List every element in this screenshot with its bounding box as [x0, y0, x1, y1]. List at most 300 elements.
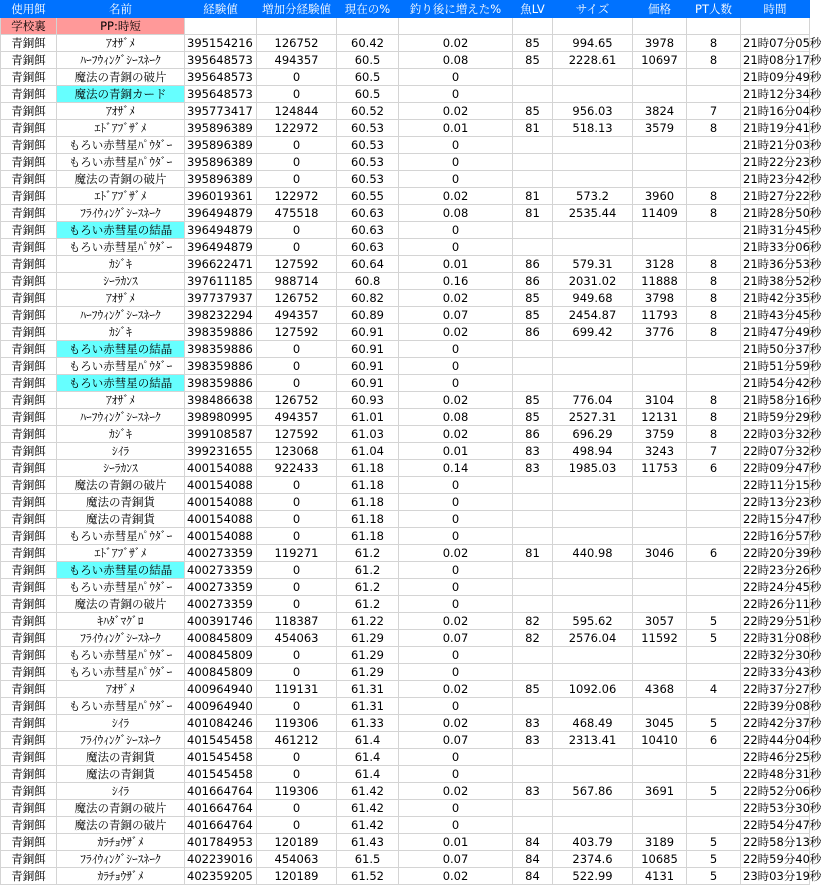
size-cell[interactable] — [553, 137, 633, 154]
price-cell[interactable]: 11753 — [633, 460, 687, 477]
percent-gain-cell[interactable]: 0.02 — [399, 545, 513, 562]
current-percent-cell[interactable]: 61.4 — [337, 766, 399, 783]
current-percent-cell[interactable]: 61.33 — [337, 715, 399, 732]
party-count-cell[interactable] — [687, 579, 741, 596]
exp-gain-cell[interactable]: 127592 — [257, 324, 337, 341]
time-cell[interactable]: 21時12分34秒 — [741, 86, 810, 103]
size-cell[interactable] — [553, 154, 633, 171]
party-count-cell[interactable]: 5 — [687, 613, 741, 630]
price-cell[interactable]: 3776 — [633, 324, 687, 341]
size-cell[interactable] — [553, 817, 633, 834]
party-count-cell[interactable]: 8 — [687, 120, 741, 137]
price-cell[interactable]: 3128 — [633, 256, 687, 273]
fish-level-cell[interactable]: 83 — [513, 732, 553, 749]
party-count-cell[interactable]: 7 — [687, 443, 741, 460]
size-cell[interactable]: 2454.87 — [553, 307, 633, 324]
current-percent-cell[interactable]: 61.42 — [337, 817, 399, 834]
price-cell[interactable] — [633, 664, 687, 681]
current-percent-cell[interactable]: 60.55 — [337, 188, 399, 205]
percent-gain-cell[interactable]: 0 — [399, 137, 513, 154]
size-cell[interactable]: 518.13 — [553, 120, 633, 137]
empty-cell[interactable] — [513, 18, 553, 35]
size-cell[interactable] — [553, 528, 633, 545]
exp-gain-cell[interactable]: 0 — [257, 239, 337, 256]
size-cell[interactable] — [553, 562, 633, 579]
time-cell[interactable]: 22時20分39秒 — [741, 545, 810, 562]
percent-gain-cell[interactable]: 0.07 — [399, 630, 513, 647]
percent-gain-cell[interactable]: 0 — [399, 341, 513, 358]
size-cell[interactable]: 949.68 — [553, 290, 633, 307]
party-count-cell[interactable] — [687, 494, 741, 511]
exp-gain-cell[interactable]: 126752 — [257, 35, 337, 52]
name-cell[interactable]: ｶｼﾞｷ — [57, 256, 185, 273]
exp-gain-cell[interactable]: 494357 — [257, 307, 337, 324]
fish-level-cell[interactable] — [513, 477, 553, 494]
percent-gain-cell[interactable]: 0.08 — [399, 52, 513, 69]
size-cell[interactable] — [553, 86, 633, 103]
price-cell[interactable]: 3104 — [633, 392, 687, 409]
exp-cell[interactable]: 396494879 — [185, 222, 257, 239]
fish-level-cell[interactable]: 86 — [513, 273, 553, 290]
price-cell[interactable] — [633, 171, 687, 188]
exp-gain-cell[interactable]: 0 — [257, 341, 337, 358]
exp-gain-cell[interactable]: 0 — [257, 749, 337, 766]
name-cell[interactable]: ｱｵｻﾞﾒ — [57, 35, 185, 52]
time-cell[interactable]: 22時16分57秒 — [741, 528, 810, 545]
price-cell[interactable]: 3691 — [633, 783, 687, 800]
bait-cell[interactable]: 青銅餌 — [1, 596, 57, 613]
bait-cell[interactable]: 青銅餌 — [1, 443, 57, 460]
name-cell[interactable]: 魔法の青銅貨 — [57, 511, 185, 528]
current-percent-cell[interactable]: 60.93 — [337, 392, 399, 409]
name-cell[interactable]: 魔法の青銅の破片 — [57, 800, 185, 817]
party-count-cell[interactable]: 5 — [687, 834, 741, 851]
exp-cell[interactable]: 400845809 — [185, 647, 257, 664]
party-count-cell[interactable] — [687, 749, 741, 766]
current-percent-cell[interactable]: 61.18 — [337, 494, 399, 511]
party-count-cell[interactable]: 6 — [687, 732, 741, 749]
bait-cell[interactable]: 青銅餌 — [1, 375, 57, 392]
name-cell[interactable]: もろい赤彗星ﾊﾟｳﾀﾞｰ — [57, 239, 185, 256]
exp-cell[interactable]: 401664764 — [185, 783, 257, 800]
bait-cell[interactable]: 青銅餌 — [1, 69, 57, 86]
percent-gain-cell[interactable]: 0.02 — [399, 715, 513, 732]
time-cell[interactable]: 22時23分26秒 — [741, 562, 810, 579]
current-percent-cell[interactable]: 60.91 — [337, 358, 399, 375]
exp-cell[interactable]: 395648573 — [185, 52, 257, 69]
exp-cell[interactable]: 400154088 — [185, 511, 257, 528]
fish-level-cell[interactable] — [513, 222, 553, 239]
exp-gain-cell[interactable]: 0 — [257, 579, 337, 596]
current-percent-cell[interactable]: 61.5 — [337, 851, 399, 868]
fish-level-cell[interactable] — [513, 596, 553, 613]
bait-cell[interactable]: 青銅餌 — [1, 715, 57, 732]
fish-level-cell[interactable]: 85 — [513, 681, 553, 698]
fish-level-cell[interactable] — [513, 698, 553, 715]
party-count-cell[interactable]: 6 — [687, 545, 741, 562]
price-cell[interactable] — [633, 137, 687, 154]
time-cell[interactable]: 22時39分08秒 — [741, 698, 810, 715]
exp-gain-cell[interactable]: 127592 — [257, 256, 337, 273]
price-cell[interactable] — [633, 358, 687, 375]
size-cell[interactable]: 573.2 — [553, 188, 633, 205]
time-cell[interactable]: 22時52分06秒 — [741, 783, 810, 800]
price-cell[interactable]: 10410 — [633, 732, 687, 749]
exp-cell[interactable]: 395896389 — [185, 137, 257, 154]
time-cell[interactable]: 22時09分47秒 — [741, 460, 810, 477]
exp-cell[interactable]: 398486638 — [185, 392, 257, 409]
empty-cell[interactable] — [633, 18, 687, 35]
name-cell[interactable]: ｴﾄﾞｱﾌﾞｻﾞﾒ — [57, 188, 185, 205]
party-count-cell[interactable]: 8 — [687, 324, 741, 341]
percent-gain-cell[interactable]: 0 — [399, 817, 513, 834]
exp-gain-cell[interactable]: 0 — [257, 69, 337, 86]
price-cell[interactable] — [633, 698, 687, 715]
party-count-cell[interactable]: 5 — [687, 715, 741, 732]
fish-level-cell[interactable]: 85 — [513, 290, 553, 307]
bait-cell[interactable]: 青銅餌 — [1, 239, 57, 256]
current-percent-cell[interactable]: 61.4 — [337, 732, 399, 749]
price-cell[interactable] — [633, 528, 687, 545]
percent-gain-cell[interactable]: 0.14 — [399, 460, 513, 477]
exp-gain-cell[interactable]: 0 — [257, 375, 337, 392]
name-cell[interactable]: ｶﾗﾁｮｳｻﾞﾒ — [57, 834, 185, 851]
current-percent-cell[interactable]: 61.03 — [337, 426, 399, 443]
pp-cell[interactable]: PP:時短 — [57, 18, 185, 35]
fish-level-cell[interactable]: 83 — [513, 715, 553, 732]
size-cell[interactable]: 567.86 — [553, 783, 633, 800]
size-cell[interactable] — [553, 171, 633, 188]
fish-level-cell[interactable]: 86 — [513, 256, 553, 273]
current-percent-cell[interactable]: 61.29 — [337, 647, 399, 664]
exp-gain-cell[interactable]: 0 — [257, 800, 337, 817]
bait-cell[interactable]: 青銅餌 — [1, 783, 57, 800]
exp-cell[interactable]: 395896389 — [185, 171, 257, 188]
exp-gain-cell[interactable]: 0 — [257, 494, 337, 511]
price-cell[interactable]: 3824 — [633, 103, 687, 120]
percent-gain-cell[interactable]: 0 — [399, 698, 513, 715]
party-count-cell[interactable]: 8 — [687, 307, 741, 324]
exp-cell[interactable]: 395896389 — [185, 154, 257, 171]
exp-cell[interactable]: 401664764 — [185, 800, 257, 817]
party-count-cell[interactable]: 8 — [687, 392, 741, 409]
time-cell[interactable]: 23時03分19秒 — [741, 868, 810, 885]
size-cell[interactable] — [553, 800, 633, 817]
current-percent-cell[interactable]: 60.91 — [337, 375, 399, 392]
price-cell[interactable]: 11888 — [633, 273, 687, 290]
percent-gain-cell[interactable]: 0.08 — [399, 409, 513, 426]
size-cell[interactable]: 522.99 — [553, 868, 633, 885]
fish-level-cell[interactable]: 81 — [513, 188, 553, 205]
time-cell[interactable]: 21時19分41秒 — [741, 120, 810, 137]
time-cell[interactable]: 22時58分13秒 — [741, 834, 810, 851]
fish-level-cell[interactable]: 84 — [513, 834, 553, 851]
bait-cell[interactable]: 青銅餌 — [1, 613, 57, 630]
exp-gain-cell[interactable]: 454063 — [257, 851, 337, 868]
percent-gain-cell[interactable]: 0.01 — [399, 834, 513, 851]
exp-cell[interactable]: 400154088 — [185, 477, 257, 494]
percent-gain-cell[interactable]: 0 — [399, 477, 513, 494]
name-cell[interactable]: ｶｼﾞｷ — [57, 324, 185, 341]
size-cell[interactable]: 699.42 — [553, 324, 633, 341]
party-count-cell[interactable] — [687, 239, 741, 256]
name-cell[interactable]: 魔法の青銅貨 — [57, 766, 185, 783]
bait-cell[interactable]: 青銅餌 — [1, 681, 57, 698]
exp-gain-cell[interactable]: 0 — [257, 171, 337, 188]
percent-gain-cell[interactable]: 0.02 — [399, 783, 513, 800]
size-cell[interactable] — [553, 239, 633, 256]
current-percent-cell[interactable]: 60.91 — [337, 341, 399, 358]
bait-cell[interactable]: 青銅餌 — [1, 137, 57, 154]
bait-cell[interactable]: 青銅餌 — [1, 851, 57, 868]
empty-cell[interactable] — [399, 18, 513, 35]
current-percent-cell[interactable]: 60.5 — [337, 69, 399, 86]
current-percent-cell[interactable]: 60.53 — [337, 137, 399, 154]
party-count-cell[interactable]: 8 — [687, 205, 741, 222]
name-cell[interactable]: ｷﾊﾀﾞﾏｸﾞﾛ — [57, 613, 185, 630]
bait-cell[interactable]: 青銅餌 — [1, 392, 57, 409]
price-cell[interactable] — [633, 86, 687, 103]
price-cell[interactable] — [633, 477, 687, 494]
size-cell[interactable] — [553, 358, 633, 375]
name-cell[interactable]: もろい赤彗星の結晶 — [57, 562, 185, 579]
exp-gain-cell[interactable]: 0 — [257, 817, 337, 834]
time-cell[interactable]: 21時36分53秒 — [741, 256, 810, 273]
fish-level-cell[interactable] — [513, 341, 553, 358]
bait-cell[interactable]: 青銅餌 — [1, 205, 57, 222]
bait-cell[interactable]: 青銅餌 — [1, 647, 57, 664]
exp-gain-cell[interactable]: 0 — [257, 766, 337, 783]
exp-gain-cell[interactable]: 0 — [257, 664, 337, 681]
time-cell[interactable]: 21時58分16秒 — [741, 392, 810, 409]
price-cell[interactable] — [633, 817, 687, 834]
exp-cell[interactable]: 396622471 — [185, 256, 257, 273]
current-percent-cell[interactable]: 60.42 — [337, 35, 399, 52]
name-cell[interactable]: ｼｲﾗ — [57, 443, 185, 460]
exp-cell[interactable]: 395773417 — [185, 103, 257, 120]
size-cell[interactable] — [553, 511, 633, 528]
exp-gain-cell[interactable]: 0 — [257, 596, 337, 613]
size-cell[interactable]: 2535.44 — [553, 205, 633, 222]
time-cell[interactable]: 22時54分47秒 — [741, 817, 810, 834]
fish-level-cell[interactable] — [513, 562, 553, 579]
size-cell[interactable]: 1985.03 — [553, 460, 633, 477]
party-count-cell[interactable]: 8 — [687, 188, 741, 205]
name-cell[interactable]: もろい赤彗星ﾊﾟｳﾀﾞｰ — [57, 698, 185, 715]
empty-cell[interactable] — [185, 18, 257, 35]
time-cell[interactable]: 22時44分04秒 — [741, 732, 810, 749]
party-count-cell[interactable] — [687, 86, 741, 103]
percent-gain-cell[interactable]: 0.02 — [399, 103, 513, 120]
exp-gain-cell[interactable]: 454063 — [257, 630, 337, 647]
current-percent-cell[interactable]: 61.18 — [337, 460, 399, 477]
fish-level-cell[interactable] — [513, 817, 553, 834]
party-count-cell[interactable]: 8 — [687, 35, 741, 52]
exp-gain-cell[interactable]: 0 — [257, 528, 337, 545]
size-cell[interactable] — [553, 494, 633, 511]
time-cell[interactable]: 22時13分23秒 — [741, 494, 810, 511]
bait-cell[interactable]: 青銅餌 — [1, 324, 57, 341]
fish-level-cell[interactable]: 81 — [513, 205, 553, 222]
party-count-cell[interactable] — [687, 375, 741, 392]
current-percent-cell[interactable]: 60.63 — [337, 222, 399, 239]
bait-cell[interactable]: 青銅餌 — [1, 290, 57, 307]
exp-cell[interactable]: 401545458 — [185, 732, 257, 749]
current-percent-cell[interactable]: 61.29 — [337, 664, 399, 681]
fish-level-cell[interactable]: 85 — [513, 409, 553, 426]
party-count-cell[interactable]: 8 — [687, 273, 741, 290]
bait-cell[interactable]: 青銅餌 — [1, 868, 57, 885]
current-percent-cell[interactable]: 60.89 — [337, 307, 399, 324]
percent-gain-cell[interactable]: 0 — [399, 375, 513, 392]
fish-level-cell[interactable] — [513, 579, 553, 596]
bait-cell[interactable]: 青銅餌 — [1, 749, 57, 766]
bait-cell[interactable]: 青銅餌 — [1, 766, 57, 783]
name-cell[interactable]: ﾊｰﾌｳｨﾝｸﾞｼｰｽﾈｰｸ — [57, 307, 185, 324]
percent-gain-cell[interactable]: 0 — [399, 749, 513, 766]
name-cell[interactable]: ﾊｰﾌｳｨﾝｸﾞｼｰｽﾈｰｸ — [57, 409, 185, 426]
size-cell[interactable]: 440.98 — [553, 545, 633, 562]
exp-cell[interactable]: 399108587 — [185, 426, 257, 443]
percent-gain-cell[interactable]: 0.07 — [399, 732, 513, 749]
exp-cell[interactable]: 398359886 — [185, 341, 257, 358]
exp-cell[interactable]: 398359886 — [185, 324, 257, 341]
percent-gain-cell[interactable]: 0 — [399, 154, 513, 171]
percent-gain-cell[interactable]: 0 — [399, 222, 513, 239]
party-count-cell[interactable] — [687, 69, 741, 86]
bait-cell[interactable]: 青銅餌 — [1, 103, 57, 120]
time-cell[interactable]: 21時23分42秒 — [741, 171, 810, 188]
price-cell[interactable]: 3045 — [633, 715, 687, 732]
price-cell[interactable]: 3978 — [633, 35, 687, 52]
current-percent-cell[interactable]: 60.91 — [337, 324, 399, 341]
name-cell[interactable]: ﾌﾗｲｳｨﾝｸﾞｼｰｽﾈｰｸ — [57, 630, 185, 647]
name-cell[interactable]: ﾌﾗｲｳｨﾝｸﾞｼｰｽﾈｰｸ — [57, 732, 185, 749]
exp-cell[interactable]: 400391746 — [185, 613, 257, 630]
exp-cell[interactable]: 400273359 — [185, 579, 257, 596]
exp-gain-cell[interactable]: 494357 — [257, 52, 337, 69]
size-cell[interactable] — [553, 222, 633, 239]
exp-gain-cell[interactable]: 0 — [257, 647, 337, 664]
fish-level-cell[interactable]: 84 — [513, 868, 553, 885]
percent-gain-cell[interactable]: 0 — [399, 528, 513, 545]
current-percent-cell[interactable]: 61.2 — [337, 596, 399, 613]
size-cell[interactable]: 696.29 — [553, 426, 633, 443]
price-cell[interactable] — [633, 800, 687, 817]
fish-level-cell[interactable] — [513, 375, 553, 392]
fish-level-cell[interactable] — [513, 800, 553, 817]
current-percent-cell[interactable]: 61.04 — [337, 443, 399, 460]
percent-gain-cell[interactable]: 0.02 — [399, 188, 513, 205]
bait-cell[interactable]: 青銅餌 — [1, 52, 57, 69]
fish-level-cell[interactable]: 85 — [513, 35, 553, 52]
size-cell[interactable]: 403.79 — [553, 834, 633, 851]
size-cell[interactable]: 579.31 — [553, 256, 633, 273]
fish-level-cell[interactable] — [513, 528, 553, 545]
name-cell[interactable]: 魔法の青銅の破片 — [57, 69, 185, 86]
price-cell[interactable]: 12131 — [633, 409, 687, 426]
current-percent-cell[interactable]: 61.2 — [337, 562, 399, 579]
bait-cell[interactable]: 青銅餌 — [1, 664, 57, 681]
time-cell[interactable]: 22時59分40秒 — [741, 851, 810, 868]
percent-gain-cell[interactable]: 0.02 — [399, 681, 513, 698]
name-cell[interactable]: ｴﾄﾞｱﾌﾞｻﾞﾒ — [57, 120, 185, 137]
bait-cell[interactable]: 青銅餌 — [1, 630, 57, 647]
percent-gain-cell[interactable]: 0 — [399, 579, 513, 596]
exp-cell[interactable]: 396494879 — [185, 239, 257, 256]
percent-gain-cell[interactable]: 0.16 — [399, 273, 513, 290]
percent-gain-cell[interactable]: 0.02 — [399, 426, 513, 443]
fish-level-cell[interactable] — [513, 86, 553, 103]
fish-level-cell[interactable]: 86 — [513, 324, 553, 341]
exp-gain-cell[interactable]: 126752 — [257, 392, 337, 409]
current-percent-cell[interactable]: 61.43 — [337, 834, 399, 851]
time-cell[interactable]: 21時42分35秒 — [741, 290, 810, 307]
exp-cell[interactable]: 401084246 — [185, 715, 257, 732]
price-cell[interactable]: 11592 — [633, 630, 687, 647]
size-cell[interactable]: 2228.61 — [553, 52, 633, 69]
percent-gain-cell[interactable]: 0.07 — [399, 851, 513, 868]
name-cell[interactable]: ｼｰﾗｶﾝｽ — [57, 273, 185, 290]
exp-cell[interactable]: 396019361 — [185, 188, 257, 205]
size-cell[interactable] — [553, 698, 633, 715]
current-percent-cell[interactable]: 61.22 — [337, 613, 399, 630]
current-percent-cell[interactable]: 61.18 — [337, 477, 399, 494]
price-cell[interactable] — [633, 562, 687, 579]
price-cell[interactable] — [633, 69, 687, 86]
current-percent-cell[interactable]: 61.52 — [337, 868, 399, 885]
party-count-cell[interactable] — [687, 596, 741, 613]
exp-cell[interactable]: 402239016 — [185, 851, 257, 868]
party-count-cell[interactable] — [687, 341, 741, 358]
percent-gain-cell[interactable]: 0.02 — [399, 868, 513, 885]
exp-gain-cell[interactable]: 475518 — [257, 205, 337, 222]
exp-cell[interactable]: 397737937 — [185, 290, 257, 307]
time-cell[interactable]: 21時50分37秒 — [741, 341, 810, 358]
exp-cell[interactable]: 402359205 — [185, 868, 257, 885]
price-cell[interactable]: 3798 — [633, 290, 687, 307]
time-cell[interactable]: 21時21分03秒 — [741, 137, 810, 154]
time-cell[interactable]: 22時37分27秒 — [741, 681, 810, 698]
party-count-cell[interactable] — [687, 477, 741, 494]
exp-gain-cell[interactable]: 127592 — [257, 426, 337, 443]
bait-cell[interactable]: 青銅餌 — [1, 834, 57, 851]
current-percent-cell[interactable]: 60.5 — [337, 52, 399, 69]
current-percent-cell[interactable]: 61.18 — [337, 511, 399, 528]
bait-cell[interactable]: 青銅餌 — [1, 511, 57, 528]
exp-cell[interactable]: 400154088 — [185, 494, 257, 511]
exp-gain-cell[interactable]: 0 — [257, 137, 337, 154]
fish-level-cell[interactable]: 86 — [513, 426, 553, 443]
time-cell[interactable]: 21時43分45秒 — [741, 307, 810, 324]
party-count-cell[interactable] — [687, 647, 741, 664]
price-cell[interactable]: 4131 — [633, 868, 687, 885]
name-cell[interactable]: 魔法の青銅の破片 — [57, 477, 185, 494]
size-cell[interactable]: 595.62 — [553, 613, 633, 630]
percent-gain-cell[interactable]: 0.02 — [399, 35, 513, 52]
size-cell[interactable]: 468.49 — [553, 715, 633, 732]
size-cell[interactable]: 2031.02 — [553, 273, 633, 290]
percent-gain-cell[interactable]: 0.08 — [399, 205, 513, 222]
current-percent-cell[interactable]: 60.53 — [337, 171, 399, 188]
bait-cell[interactable]: 青銅餌 — [1, 732, 57, 749]
time-cell[interactable]: 21時22分23秒 — [741, 154, 810, 171]
percent-gain-cell[interactable]: 0.01 — [399, 443, 513, 460]
time-cell[interactable]: 22時15分47秒 — [741, 511, 810, 528]
time-cell[interactable]: 22時33分43秒 — [741, 664, 810, 681]
fish-level-cell[interactable]: 82 — [513, 630, 553, 647]
percent-gain-cell[interactable]: 0 — [399, 664, 513, 681]
